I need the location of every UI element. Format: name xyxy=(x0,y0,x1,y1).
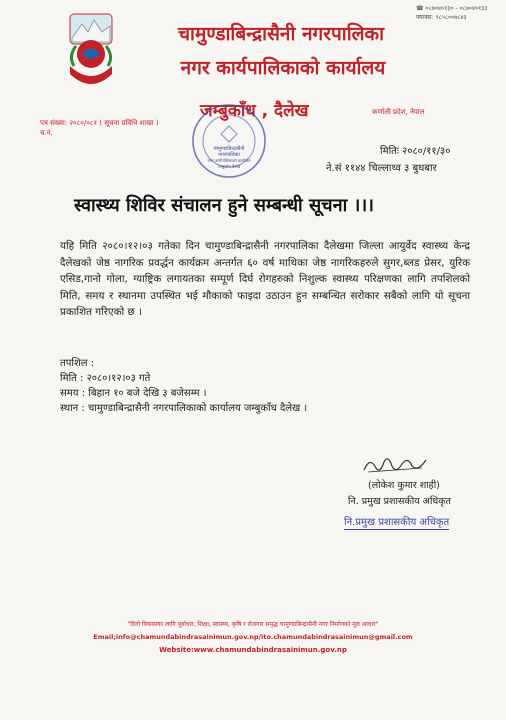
details-date: मिति : २०८०।१२।०३ गते xyxy=(60,373,151,384)
footer-slogan: "दिगो विकासका लागि पूर्वाधार, शिक्षा, स्वास्थ्य, कृषि र रोजगार समृद्ध चामुण्डाबिन्द्रासैनी नगर निर्माणको मूल आधार" xyxy=(127,621,379,628)
signatory-title: नि. प्रमुख प्रशासकीय अधिकृत xyxy=(348,496,451,507)
stamp-line: जम्बुकाँध दैलेख xyxy=(217,164,241,169)
reference-number: पत्र संख्या: २०८०/०८१ ( सूचना प्रविधि शाखा ) xyxy=(40,119,159,127)
letter-date-nepal-sambat: ने.सं ११४४ चिल्लाथ्व ३ बुधबार xyxy=(326,163,437,174)
stamp-line: नगर कार्यपालिकाको कार्यालय xyxy=(207,158,251,163)
handwritten-signature xyxy=(360,452,430,478)
footer-email: Email;info@chamundabindrasainimun.gov.np/ito.chamundabindrasainimun@gmail.com xyxy=(93,633,413,641)
office-name: नगर कार्यपालिकाको कार्यालय xyxy=(180,57,386,79)
details-heading: तपशिल : xyxy=(60,358,95,369)
stamp-line: चामुण्डाबिन्द्रासैनी xyxy=(213,146,245,152)
municipality-name: चामुण्डाबिन्द्रासैनी नगरपालिका xyxy=(177,23,385,45)
footer-website: Website:www.chamundabindrasainimun.gov.np xyxy=(159,646,347,654)
details-place: स्थान : चामुण्डाबिन्द्रासैनी नगरपालिकाको कार्यालय जम्बुकाँध दैलेख । xyxy=(60,403,308,414)
fax-line: फ्याक्स: ९८५८००७८४३ xyxy=(416,14,467,21)
letter-date: मितिः २०८०/११/३० xyxy=(380,146,451,157)
dispatch-number: च.नं. xyxy=(40,129,53,137)
office-location: जम्बुकाँध , दैलेख xyxy=(200,101,309,121)
details-section xyxy=(60,356,307,416)
notice-body: यहि मिति २०८०।१२।०३ गतेका दिन चामुण्डाबिन्द्रासैनी नगरपालिका दैलेखमा जिल्ला आयुर्वेद स्वास्थ्य केन्द्र दैलेखको जेष्ठ नागरिक प्रवर्द्धन कार्यक्रम अन्तर्गत ६० वर्ष माथिका जेष्ठ नागरिकहरुले सुगर,ब्लड प्रेसर, युरिक एसिड,गानो गोला, ग्याष्ट्रिक लगायतका सम्पूर्ण दिर्घ रोगहरुको निशुल्क स्वास्थ्य परिक्षणका लागि तपशिलको मिति, समय र स्थानमा उपस्थित भई मौकाको फाइदा उठाउन हुन सम्बन्धित सरोकार सबैको लागि यो सूचना प्रकाशित गरिएको छ । xyxy=(60,240,470,319)
office-seal-stamp xyxy=(188,100,270,182)
signatory-name: (लोकेश कुमार शाही) xyxy=(368,480,440,491)
designation-stamp: नि.प्रमुख प्रशासकीय अधिकृत xyxy=(344,514,449,530)
province-label: कर्णाली प्रदेश, नेपाल xyxy=(372,108,425,116)
details-time: समय : बिहान १० बजे देखि ३ बजेसम्म । xyxy=(60,388,207,399)
notice-title: स्वास्थ्य शिविर संचालन हुने सम्बन्धी सूचना ।।। xyxy=(74,195,374,216)
stamp-line: नगरपालिका xyxy=(218,152,240,158)
phone-line: ☎ ०८७०४०१३० - ०८७०४०१३३ xyxy=(416,5,488,12)
